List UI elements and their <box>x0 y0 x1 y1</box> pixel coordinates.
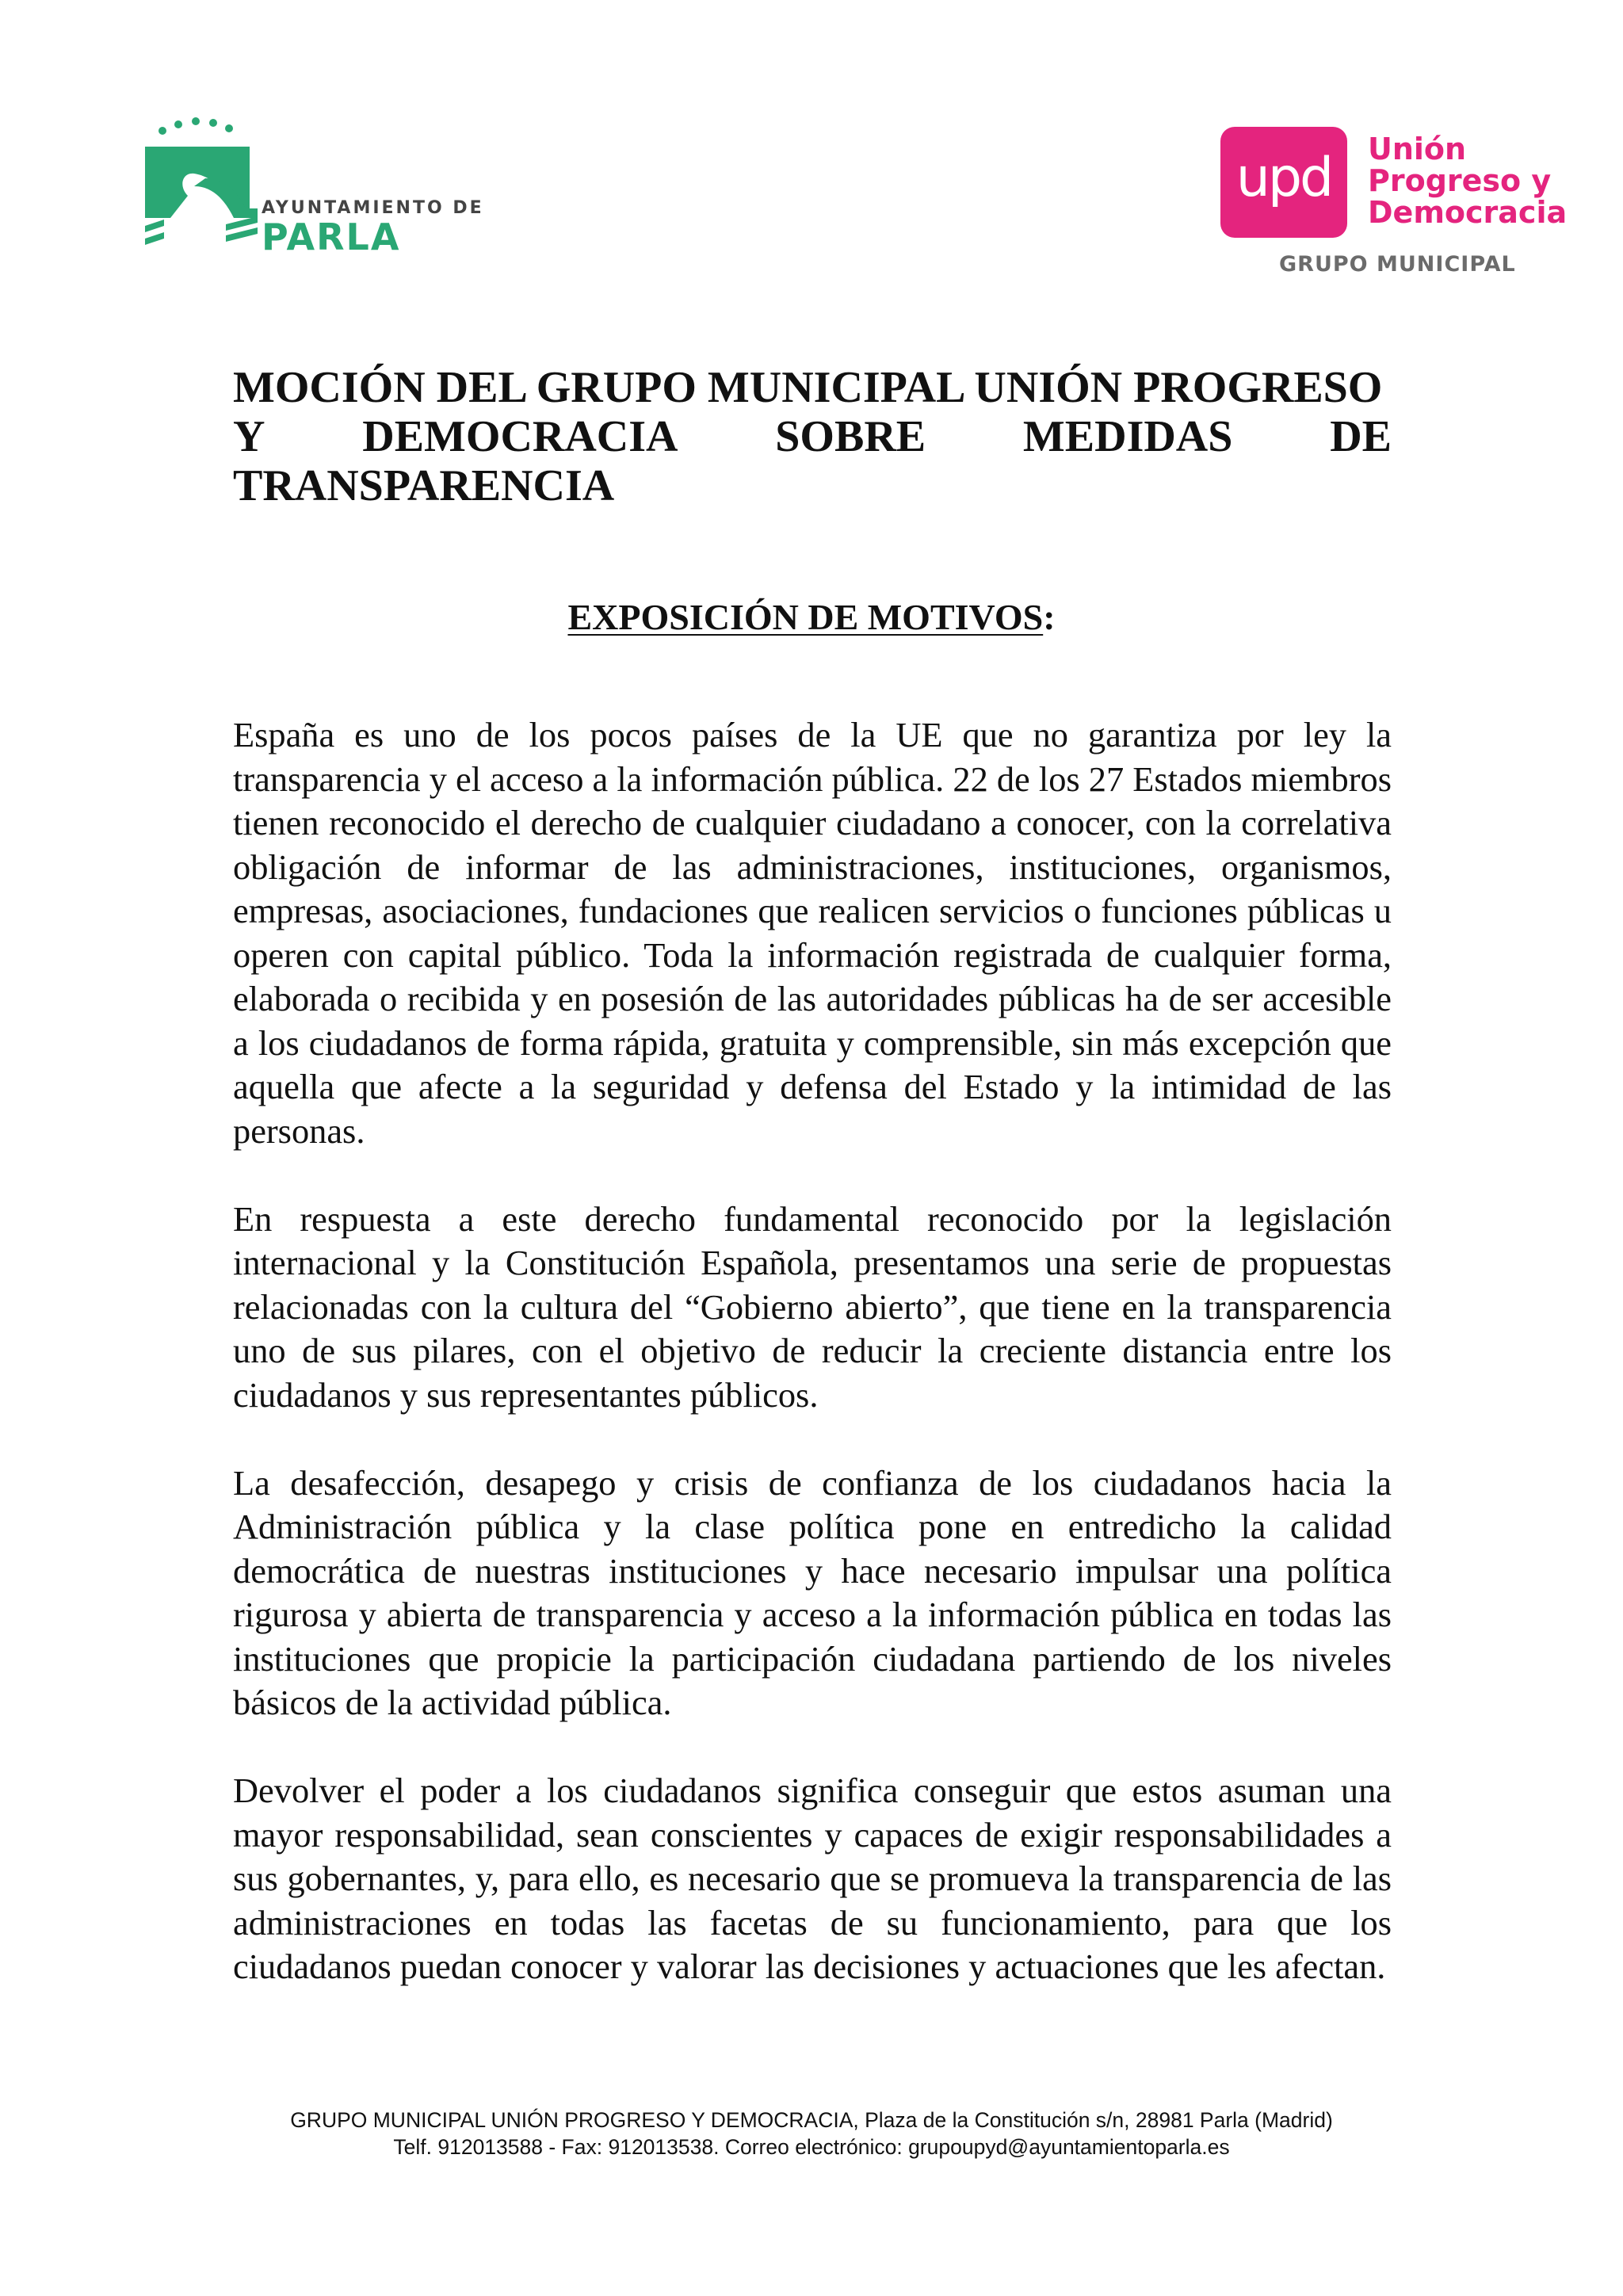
footer-contact: Telf. 912013588 - Fax: 912013538. Correo electrónico: grupoupyd@ayuntamientoparla.es <box>393 2135 1230 2159</box>
document-title <box>233 363 1392 510</box>
body-paragraph: España es uno de los pocos países de la UE que no garantiza por ley la transparencia y el acceso a la información pública. 22 de los 27 Estados miembros tienen reconocido el derecho de cualquier ciudadano a conocer, con la correlativa obligación de informar de las administraciones, instituciones, organismos, empresas, asociaciones, fundaciones que realicen servicios o funciones públicas u operen con capital público. Toda la información registrada de cualquier forma, elaborada o recibida y en posesión de las autoridades públicas ha de ser accesible a los ciudadanos de forma rápida, gratuita y comprensible, sin más excepción que aquella que afecte a la seguridad y defensa del Estado y la intimidad de las personas. <box>233 715 1392 1151</box>
title-word: DEMOCRACIA <box>362 412 678 461</box>
body-paragraph: Devolver el poder a los ciudadanos significa conseguir que estos asuman una mayor responsabilidad, sean conscientes y capaces de exigir responsabilidades a sus gobernantes, y, para ello, es necesario que se promueva la transparencia de las administraciones en todas las facetas de su funcionamiento, para que los ciudadanos puedan conocer y valorar las decisiones y actuaciones que les afectan. <box>233 1771 1392 1986</box>
title-word: DE <box>1330 412 1392 461</box>
upd-logo-mark <box>1220 127 1347 238</box>
title-word: MEDIDAS <box>1022 412 1233 461</box>
footer-address: GRUPO MUNICIPAL UNIÓN PROGRESO Y DEMOCRACIA, Plaza de la Constitución s/n, 28981 Parla (Madrid) <box>290 2108 1333 2132</box>
section-heading <box>0 596 1623 638</box>
parla-logo-text <box>262 198 484 256</box>
upd-group-label: GRUPO MUNICIPAL <box>1279 252 1516 277</box>
title-word: SOBRE <box>775 412 926 461</box>
title-line-2 <box>233 412 1392 461</box>
upd-logo-name <box>1368 133 1567 228</box>
title-line-3: TRANSPARENCIA <box>233 461 615 510</box>
upd-logo-name-line: Unión <box>1368 132 1467 166</box>
upd-logo-mark-text: upd <box>1235 146 1332 209</box>
section-heading-text: EXPOSICIÓN DE MOTIVOS <box>567 597 1044 637</box>
page-footer <box>0 2107 1623 2160</box>
body-paragraph: La desafección, desapego y crisis de confianza de los ciudadanos hacia la Administración pública y la clase política pone en entredicho la calidad democrática de nuestras instituciones y hace necesario impulsar una política rigurosa y abierta de transparencia y acceso a la información pública en todas las instituciones que propicie la participación ciudadana partiendo de los niveles básicos de la actividad pública. <box>233 1462 1392 1722</box>
section-heading-colon: : <box>1043 597 1056 637</box>
title-line-1: MOCIÓN DEL GRUPO MUNICIPAL UNIÓN PROGRESO <box>233 363 1383 412</box>
document-body <box>233 713 1392 2033</box>
page-header <box>0 0 1623 317</box>
parla-logo-subtitle: AYUNTAMIENTO DE <box>262 198 484 218</box>
parla-logo-name: PARLA <box>262 216 401 258</box>
title-word: Y <box>233 412 265 461</box>
upd-logo-name-line: Progreso y <box>1368 163 1552 198</box>
body-paragraph: En respuesta a este derecho fundamental reconocido por la legislación internacional y la Constitución Española, presentamos una serie de propuestas relacionadas con la cultura del “Gobierno abierto”, que tiene en la transparencia uno de sus pilares, con el objetivo de reducir la creciente distancia entre los ciudadanos y sus representantes públicos. <box>233 1198 1392 1415</box>
upd-logo-name-line: Democracia <box>1368 195 1568 230</box>
